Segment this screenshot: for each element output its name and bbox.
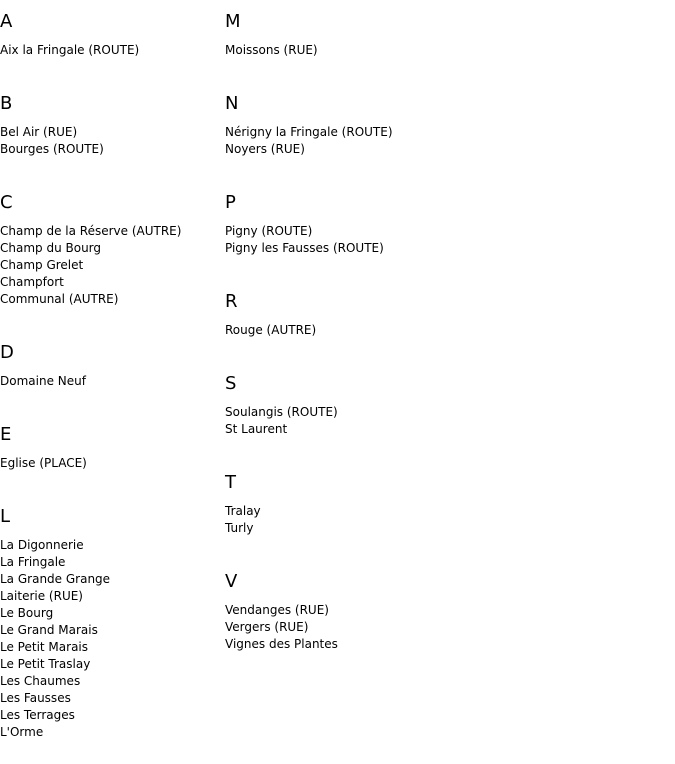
street-link-le-bourg[interactable]: Le Bourg bbox=[0, 606, 54, 620]
letter-heading: S bbox=[225, 373, 237, 394]
letter-group-t bbox=[225, 461, 665, 537]
street-link-champfort[interactable]: Champfort bbox=[0, 275, 64, 289]
street-list bbox=[0, 373, 220, 390]
street-link-la-fringale[interactable]: La Fringale bbox=[0, 555, 66, 569]
letter-heading: C bbox=[0, 192, 13, 213]
street-list bbox=[0, 455, 220, 472]
street-link-domaine-neuf[interactable]: Domaine Neuf bbox=[0, 374, 86, 388]
letter-group-e bbox=[0, 413, 220, 472]
letter-heading: B bbox=[0, 93, 13, 114]
street-link-noyers-rue[interactable]: Noyers (RUE) bbox=[225, 142, 305, 156]
street-link-l-orme[interactable]: L'Orme bbox=[0, 725, 44, 739]
street-link-champ-du-bourg[interactable]: Champ du Bourg bbox=[0, 241, 102, 255]
street-list bbox=[225, 602, 665, 653]
street-list bbox=[225, 322, 665, 339]
street-link-vignes-des-plantes[interactable]: Vignes des Plantes bbox=[225, 637, 338, 651]
street-link-champ-grelet[interactable]: Champ Grelet bbox=[0, 258, 84, 272]
street-link-le-petit-traslay[interactable]: Le Petit Traslay bbox=[0, 657, 91, 671]
street-list bbox=[225, 124, 665, 158]
street-link-soulangis-route[interactable]: Soulangis (ROUTE) bbox=[225, 405, 338, 419]
letter-heading: A bbox=[0, 11, 13, 32]
street-link-nerigny-la-fringale-route[interactable]: Nérigny la Fringale (ROUTE) bbox=[225, 125, 393, 139]
street-link-pigny-route[interactable]: Pigny (ROUTE) bbox=[225, 224, 313, 238]
letter-group-d bbox=[0, 331, 220, 390]
street-list bbox=[0, 223, 220, 308]
street-list bbox=[225, 404, 665, 438]
street-link-vendanges-rue[interactable]: Vendanges (RUE) bbox=[225, 603, 329, 617]
street-link-vergers-rue[interactable]: Vergers (RUE) bbox=[225, 620, 309, 634]
street-link-bel-air-rue[interactable]: Bel Air (RUE) bbox=[0, 125, 78, 139]
letter-group-n bbox=[225, 82, 665, 158]
street-link-rouge-autre[interactable]: Rouge (AUTRE) bbox=[225, 323, 317, 337]
letter-group-a bbox=[0, 0, 220, 59]
letter-heading: P bbox=[225, 192, 236, 213]
street-link-les-fausses[interactable]: Les Fausses bbox=[0, 691, 71, 705]
street-link-tralay[interactable]: Tralay bbox=[225, 504, 261, 518]
letter-group-l bbox=[0, 495, 220, 741]
street-link-champ-de-la-reserve-autre[interactable]: Champ de la Réserve (AUTRE) bbox=[0, 224, 182, 238]
street-list bbox=[0, 124, 220, 158]
letter-heading: D bbox=[0, 342, 14, 363]
letter-group-c bbox=[0, 181, 220, 308]
street-index-right-column bbox=[225, 0, 665, 676]
street-link-pigny-les-fausses-route[interactable]: Pigny les Fausses (ROUTE) bbox=[225, 241, 384, 255]
street-link-laiterie-rue[interactable]: Laiterie (RUE) bbox=[0, 589, 83, 603]
letter-group-s bbox=[225, 362, 665, 438]
street-link-turly[interactable]: Turly bbox=[225, 521, 254, 535]
street-link-la-digonnerie[interactable]: La Digonnerie bbox=[0, 538, 84, 552]
letter-heading: L bbox=[0, 506, 11, 527]
street-link-eglise-place[interactable]: Eglise (PLACE) bbox=[0, 456, 87, 470]
street-link-le-grand-marais[interactable]: Le Grand Marais bbox=[0, 623, 98, 637]
letter-group-p bbox=[225, 181, 665, 257]
letter-group-r bbox=[225, 280, 665, 339]
street-list bbox=[225, 223, 665, 257]
street-link-st-laurent[interactable]: St Laurent bbox=[225, 422, 288, 436]
street-list bbox=[225, 503, 665, 537]
street-link-bourges-route[interactable]: Bourges (ROUTE) bbox=[0, 142, 104, 156]
street-list bbox=[0, 537, 220, 741]
letter-heading: T bbox=[225, 472, 236, 493]
street-link-la-grande-grange[interactable]: La Grande Grange bbox=[0, 572, 111, 586]
letter-heading: V bbox=[225, 571, 238, 592]
street-link-le-petit-marais[interactable]: Le Petit Marais bbox=[0, 640, 89, 654]
street-link-les-terrages[interactable]: Les Terrages bbox=[0, 708, 75, 722]
street-list bbox=[0, 42, 220, 59]
letter-heading: E bbox=[0, 424, 12, 445]
letter-group-v bbox=[225, 560, 665, 653]
letter-heading: N bbox=[225, 93, 239, 114]
street-link-aix-la-fringale-route[interactable]: Aix la Fringale (ROUTE) bbox=[0, 43, 140, 57]
letter-heading: R bbox=[225, 291, 238, 312]
street-link-communal-autre[interactable]: Communal (AUTRE) bbox=[0, 292, 119, 306]
street-list bbox=[225, 42, 665, 59]
street-index-left-column bbox=[0, 0, 220, 764]
street-link-moissons-rue[interactable]: Moissons (RUE) bbox=[225, 43, 318, 57]
street-link-les-chaumes[interactable]: Les Chaumes bbox=[0, 674, 81, 688]
letter-heading: M bbox=[225, 11, 241, 32]
letter-group-m bbox=[225, 0, 665, 59]
letter-group-b bbox=[0, 82, 220, 158]
